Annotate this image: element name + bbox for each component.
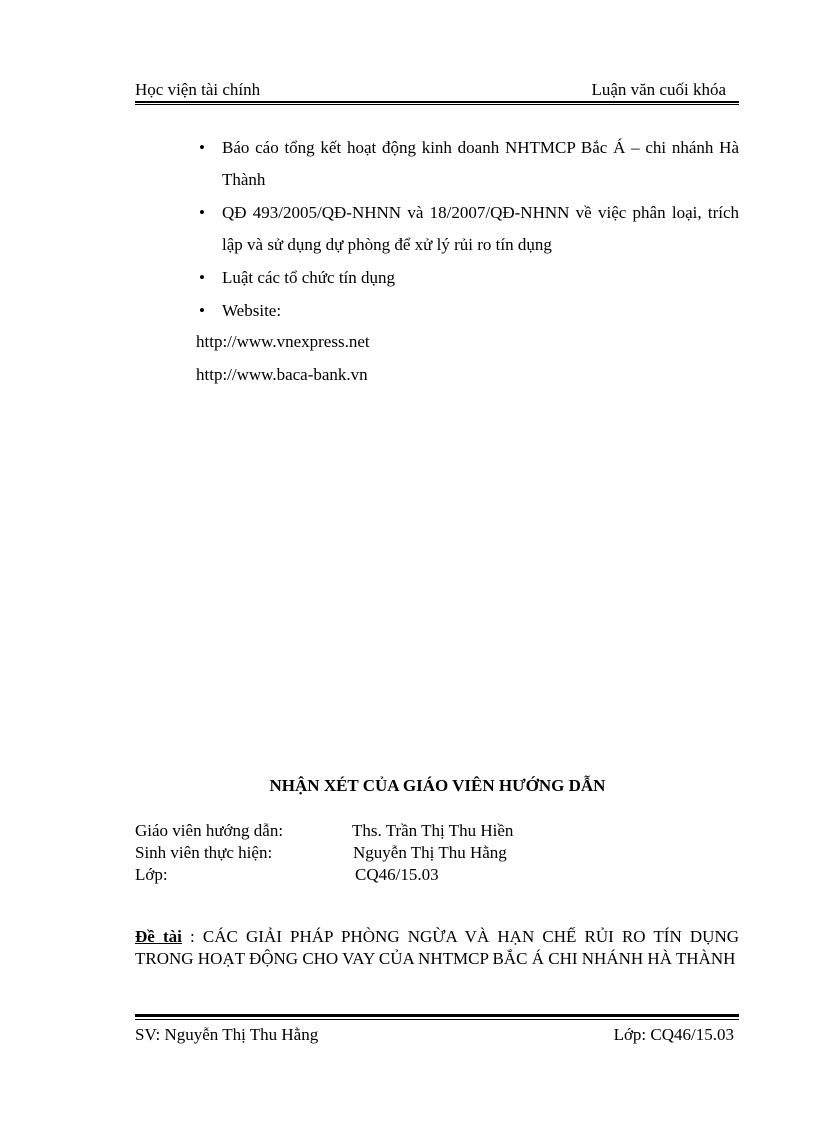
header-institution: Học viện tài chính [135, 80, 261, 99]
footer-divider-thin [135, 1019, 739, 1020]
reference-item [196, 197, 739, 261]
header-divider [135, 101, 739, 103]
topic-label: Đề tài [135, 927, 182, 946]
reference-text: Website: [222, 301, 282, 320]
header-document-type: Luận văn cuối khóa [591, 80, 726, 99]
class-label: Lớp: [135, 865, 168, 884]
footer-divider [135, 1014, 739, 1017]
website-link-vnexpress: http://www.vnexpress.net [196, 332, 370, 351]
reference-item [196, 295, 739, 327]
footer-student: SV: Nguyễn Thị Thu Hằng [135, 1025, 319, 1044]
review-title: NHẬN XÉT CỦA GIÁO VIÊN HƯỚNG DẪN [269, 776, 606, 795]
student-label: Sinh viên thực hiện: [135, 843, 273, 862]
class-value: CQ46/15.03 [355, 865, 439, 884]
supervisor-value: Ths. Trần Thị Thu Hiền [352, 821, 514, 840]
supervisor-label: Giáo viên hướng dẫn: [135, 821, 284, 840]
student-value: Nguyễn Thị Thu Hằng [353, 843, 507, 862]
reference-text: QĐ 493/2005/QĐ-NHNN và 18/2007/QĐ-NHNN về việc phân loại, trích lập và sử dụng dự phòng để xử lý rủi ro tín dụng [222, 203, 739, 254]
reference-text: Luật các tổ chức tín dụng [222, 268, 396, 287]
reference-item [196, 132, 739, 196]
bullet-icon: • [199, 203, 205, 222]
bullet-icon: • [199, 138, 205, 157]
page-header [135, 80, 740, 102]
footer-class: Lớp: CQ46/15.03 [613, 1025, 734, 1044]
thesis-topic [135, 926, 739, 970]
header-divider-thin [135, 104, 739, 105]
reference-item [196, 262, 739, 294]
reference-list [196, 132, 739, 328]
bullet-icon: • [199, 268, 205, 287]
website-link-bacabank: http://www.baca-bank.vn [196, 365, 368, 384]
bullet-icon: • [199, 301, 205, 320]
reference-text: Báo cáo tổng kết hoạt động kinh doanh NHTMCP Bắc Á – chi nhánh Hà Thành [222, 138, 739, 189]
topic-text: : CÁC GIẢI PHÁP PHÒNG NGỪA VÀ HẠN CHẾ RỦI RO TÍN DỤNG TRONG HOẠT ĐỘNG CHO VAY CỦA NHTMCP BẮC Á CHI NHÁNH HÀ THÀNH [135, 927, 739, 968]
